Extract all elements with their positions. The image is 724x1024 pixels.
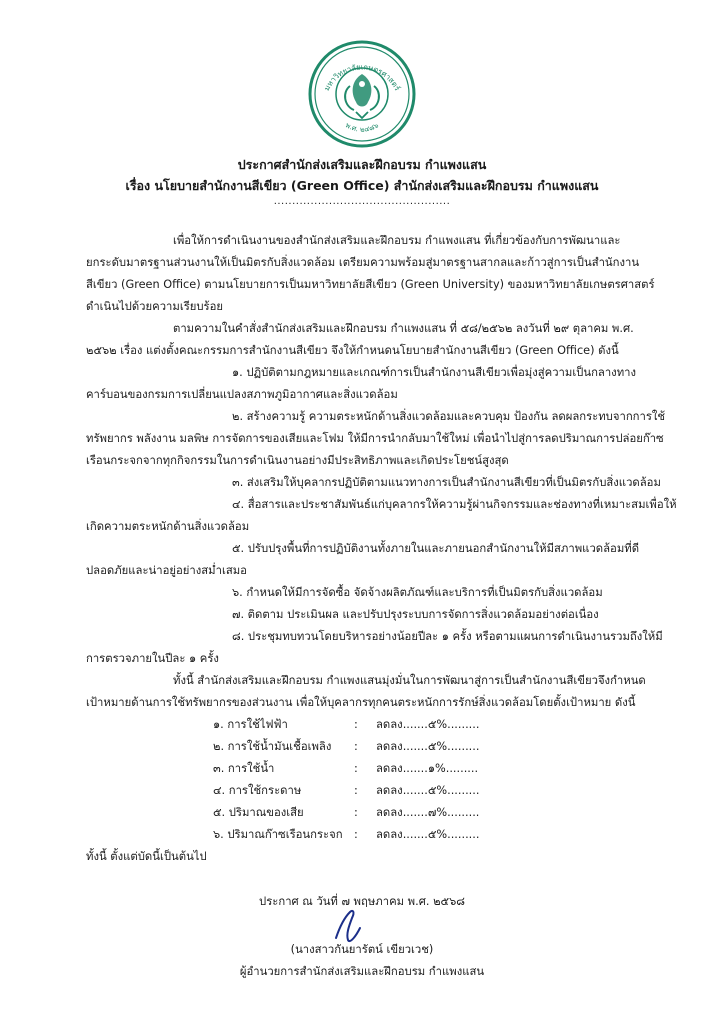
target-label: ๒. การใช้น้ำมันเชื้อเพลิง <box>213 740 332 753</box>
paragraph-line: เพื่อให้การดำเนินงานของสำนักส่งเสริมและฝึกอบรม กำแพงแสน ที่เกี่ยวข้องกับการพัฒนาและ <box>173 234 621 247</box>
target-value: ลดลง.......๑%......... <box>376 762 479 775</box>
signer-title: ผู้อำนวยการสำนักส่งเสริมและฝึกอบรม กำแพงแสน <box>239 965 485 978</box>
target-colon: : <box>354 784 358 797</box>
target-value: ลดลง.......๕%......... <box>376 784 480 797</box>
target-colon: : <box>354 828 358 841</box>
policy-item: ๗. ติดตาม ประเมินผล และปรับปรุงระบบการจัดการสิ่งแวดล้อมอย่างต่อเนื่อง <box>232 608 599 621</box>
target-colon: : <box>354 718 358 731</box>
policy-item-continued: เกิดความตระหนักด้านสิ่งแวดล้อม <box>86 520 250 533</box>
policy-item-continued: ปลอดภัยและน่าอยู่อย่างสม่ำเสมอ <box>86 564 247 577</box>
policy-item: ๓. ส่งเสริมให้บุคลากรปฏิบัติตามแนวทางการเป็นสำนักงานสีเขียวที่เป็นมิตรกับสิ่งแวดล้อม <box>232 476 661 489</box>
paragraph-line: ๒๕๖๒ เรื่อง แต่งตั้งคณะกรรมการสำนักงานสีเขียว จึงให้กำหนดนโยบายสำนักงานสีเขียว (Green Office) ดังนี้ <box>86 344 619 357</box>
policy-item-continued: ทรัพยากร พลังงาน มลพิษ การจัดการของเสียและโฟม ให้มีการนำกลับมาใช้ใหม่ เพื่อนำไปสู่การลดปริมาณการปล่อยก๊าซ <box>86 432 664 445</box>
svg-text:มหาวิทยาลัยเกษตรศาสตร์: มหาวิทยาลัยเกษตรศาสตร์ <box>322 62 402 93</box>
policy-item: ๘. ประชุมทบทวนโดยบริหารอย่างน้อยปีละ ๑ ครั้ง หรือตามแผนการดำเนินงานรวมถึงให้มี <box>232 630 663 643</box>
target-label: ๖. ปริมาณก๊าซเรือนกระจก <box>213 828 343 841</box>
signer-name: (นางสาวกันยารัตน์ เขียวเวช) <box>290 943 434 956</box>
title-separator: ................................................ <box>273 196 451 207</box>
target-colon: : <box>354 762 358 775</box>
target-value: ลดลง.......๗%......... <box>376 806 480 819</box>
policy-item-continued: คาร์บอนของกรมการเปลี่ยนแปลงสภาพภูมิอากาศและสิ่งแวดล้อม <box>86 388 398 401</box>
announcement-date: ประกาศ ณ วันที่ ๗ พฤษภาคม พ.ศ. ๒๕๖๘ <box>259 895 465 908</box>
paragraph-line: สีเขียว (Green Office) ตามนโยบายการเป็นมหาวิทยาลัยสีเขียว (Green University) ของมหาวิทยาลัยเกษตรศาสตร์ <box>86 278 655 291</box>
target-value: ลดลง.......๕%......... <box>376 718 480 731</box>
svg-text:พ.ศ. ๒๔๘๖: พ.ศ. ๒๔๘๖ <box>344 121 380 134</box>
policy-item-continued: เรือนกระจกจากทุกกิจกรรมในการดำเนินงานอย่างมีประสิทธิภาพและเกิดประโยชน์สูงสุด <box>86 454 509 467</box>
policy-item-continued: การตรวจภายในปีละ ๑ ครั้ง <box>86 652 219 665</box>
target-value: ลดลง.......๕%......... <box>376 740 480 753</box>
policy-item: ๕. ปรับปรุงพื้นที่การปฏิบัติงานทั้งภายในและภายนอกสำนักงานให้มีสภาพแวดล้อมที่ดี <box>232 542 640 555</box>
target-label: ๑. การใช้ไฟฟ้า <box>213 718 288 731</box>
policy-item: ๖. กำหนดให้มีการจัดซื้อ จัดจ้างผลิตภัณฑ์และบริการที่เป็นมิตรกับสิ่งแวดล้อม <box>232 586 603 599</box>
announcement-title: ประกาศสำนักส่งเสริมและฝึกอบรม กำแพงแสน <box>237 157 487 172</box>
target-label: ๔. การใช้กระดาษ <box>213 784 302 797</box>
target-label: ๕. ปริมาณของเสีย <box>213 806 304 819</box>
paragraph-line: ยกระดับมาตรฐานส่วนงานให้เป็นมิตรกับสิ่งแวดล้อม เตรียมความพร้อมสู่มาตรฐานสากลและก้าวสู่การเป็นสำนักงาน <box>86 256 640 269</box>
paragraph-line: ดำเนินไปด้วยความเรียบร้อย <box>86 300 224 313</box>
announcement-subject: เรื่อง นโยบายสำนักงานสีเขียว (Green Office) สำนักส่งเสริมและฝึกอบรม กำแพงแสน <box>125 178 599 193</box>
target-colon: : <box>354 740 358 753</box>
policy-item: ๑. ปฏิบัติตามกฎหมายและเกณฑ์การเป็นสำนักงานสีเขียวเพื่อมุ่งสู่ความเป็นกลางทาง <box>232 366 637 379</box>
handwritten-signature <box>322 904 382 944</box>
target-label: ๓. การใช้น้ำ <box>213 762 275 775</box>
university-seal-logo <box>306 38 418 150</box>
policy-item: ๒. สร้างความรู้ ความตระหนักด้านสิ่งแวดล้อมและควบคุม ป้องกัน ลดผลกระทบจากการใช้ <box>232 410 666 423</box>
paragraph-line: ทั้งนี้ สำนักส่งเสริมและฝึกอบรม กำแพงแสนมุ่งมั่นในการพัฒนาสู่การเป็นสำนักงานสีเขียวจึงกำหนด <box>173 674 646 687</box>
policy-item: ๔. สื่อสารและประชาสัมพันธ์แก่บุคลากรให้ความรู้ผ่านกิจกรรมและช่องทางที่เหมาะสมเพื่อให้ <box>232 498 677 511</box>
paragraph-line: ตามความในคำสั่งสำนักส่งเสริมและฝึกอบรม กำแพงแสน ที่ ๕๘/๒๕๖๒ ลงวันที่ ๒๙ ตุลาคม พ.ศ. <box>173 322 634 335</box>
paragraph-line: เป้าหมายด้านการใช้ทรัพยากรของส่วนงาน เพื่อให้บุคลากรทุกคนตระหนักการรักษ์สิ่งแวดล้อมโดยตั้งเป้าหมาย ดังนี้ <box>86 696 636 709</box>
target-value: ลดลง.......๕%......... <box>376 828 480 841</box>
target-colon: : <box>354 806 358 819</box>
closing-statement: ทั้งนี้ ตั้งแต่บัดนี้เป็นต้นไป <box>86 850 207 863</box>
